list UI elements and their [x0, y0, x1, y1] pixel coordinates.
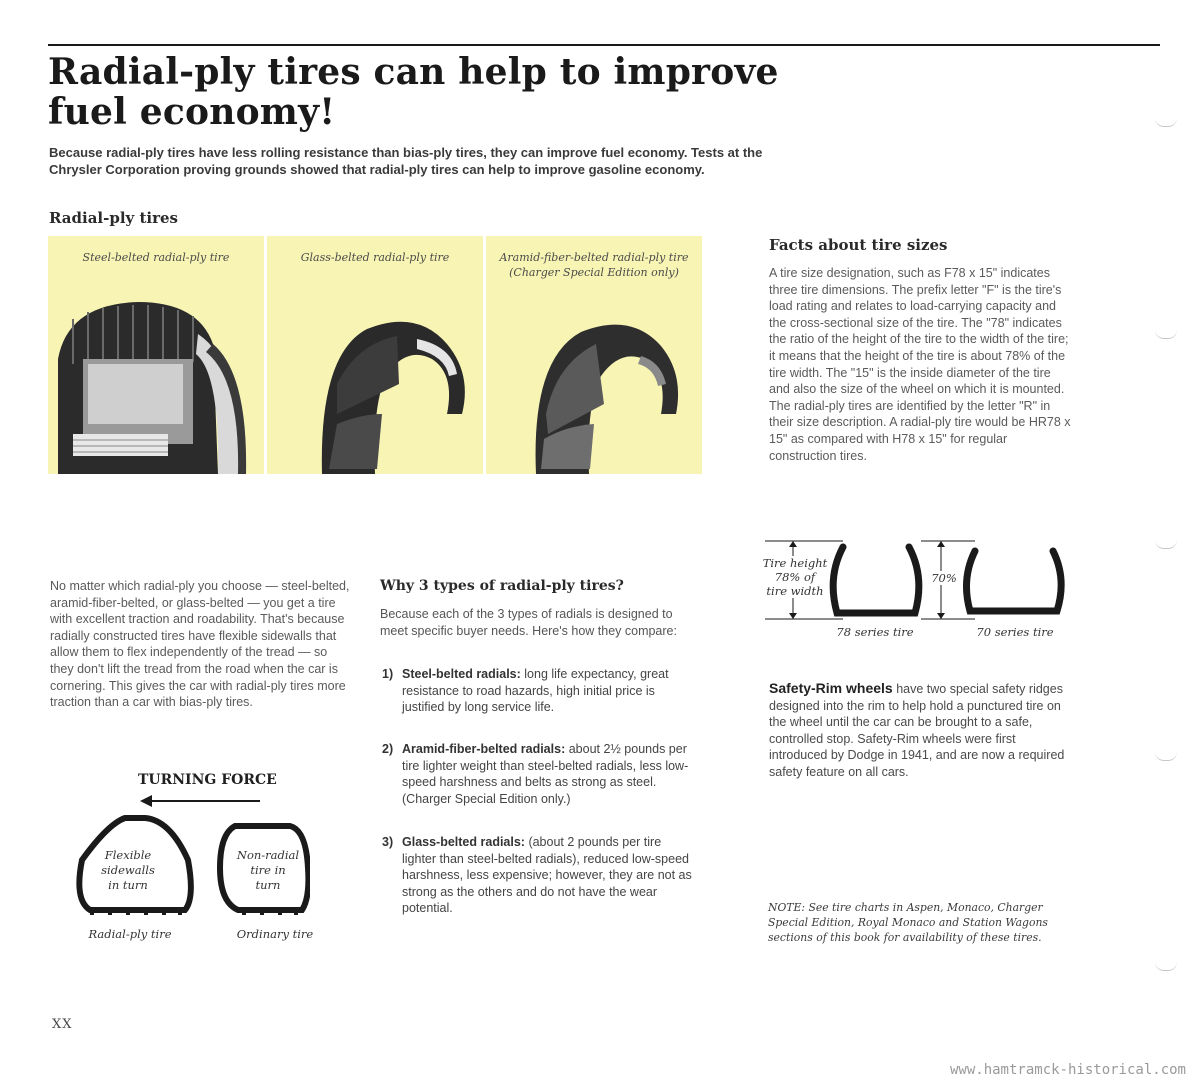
intro-paragraph: Because radial-ply tires have less rolling resistance than bias-ply tires, they can improve fuel economy. Tests at the Chrysler Corporation proving grounds showed that radial-ply tires can help to improve gasoline economy.	[49, 145, 763, 177]
safety-rim-title: Safety-Rim wheels	[769, 680, 893, 696]
why-heading: Why 3 types of radial-ply tires?	[380, 578, 624, 594]
why-intro: Because each of the 3 types of radials is designed to meet specific buyer needs. Here's how they compare:	[380, 607, 677, 638]
watermark: www.hamtramck-historical.com	[949, 1062, 1186, 1078]
steel-belted-panel	[48, 236, 264, 474]
aramid-belted-tire-photo	[486, 264, 702, 474]
turning-force-title: TURNING FORCE	[138, 772, 277, 788]
safety-rim-text: have two special safety ridges designed into the rim to help hold a punctured tire on the wheel until the car can be brought to a safe, controlled stop. Safety-Rim wheels were first introduced by Dodge in 1941, and are now a required safety feature on all cars.	[769, 682, 1065, 779]
steel-belted-tire-photo	[48, 264, 263, 474]
tire-height-label: Tire height 78% of tire width	[762, 556, 828, 598]
seventy-percent-label: 70%	[929, 571, 959, 585]
flexible-sidewalls-label: Flexible sidewalls in turn	[101, 848, 155, 892]
glass-belted-panel	[267, 236, 483, 474]
binder-hole-mark	[1155, 540, 1177, 549]
list-item-glass: 3) Glass-belted radials: (about 2 pounds per tire lighter than steel-belted radials), reduced low-speed harshness, less expensive; however, they are not as strong as the others and do not have the wear potential.	[382, 835, 692, 916]
tire-photo-strip	[48, 236, 702, 474]
tire-chart-note: NOTE: See tire charts in Aspen, Monaco, Charger Special Edition, Royal Monaco and Station Wagons sections of this book for availability of these tires.	[768, 901, 1048, 944]
binder-hole-mark	[1155, 118, 1177, 127]
glass-belted-label: Glass-belted radial-ply tire	[300, 251, 450, 264]
ordinary-tire-caption: Ordinary tire	[236, 927, 314, 941]
caption-70-series: 70 series tire	[976, 625, 1054, 639]
left-column-paragraph: No matter which radial-ply you choose — steel-belted, aramid-fiber-belted, or glass-belted — you get a tire with excellent traction and roadability. That's because radially constructed tires have flexible sidewalls that allow them to flex independently of the tread — so they don't lift the tread from the road when the car is cornering. This gives the car with radial-ply tires more traction than a car with bias-ply tires.	[50, 579, 350, 710]
aramid-belted-panel	[486, 236, 702, 474]
facts-heading: Facts about tire sizes	[769, 236, 948, 254]
list-item-aramid: 2) Aramid-fiber-belted radials: about 2½ pounds per tire lighter weight than steel-belted radials, less low-speed harshness and belts as strong as steel. (Charger Special Edition only.)	[382, 742, 689, 806]
page-title: Radial-ply tires can help to improve fuel economy!	[48, 51, 779, 133]
aramid-label-line1: Aramid-fiber-belted radial-ply tire	[499, 251, 689, 264]
aramid-label-line2: (Charger Special Edition only)	[509, 266, 679, 279]
binder-hole-mark	[1155, 330, 1177, 339]
caption-78-series: 78 series tire	[836, 625, 914, 639]
page-number: XX	[52, 1017, 73, 1032]
radial-section-heading: Radial-ply tires	[49, 209, 179, 227]
non-radial-label: Non-radial tire in turn	[236, 848, 300, 892]
arrow-left-icon	[140, 795, 152, 807]
glass-belted-tire-photo	[267, 264, 483, 474]
binder-hole-mark	[1155, 962, 1177, 971]
top-rule	[48, 44, 1160, 46]
binder-hole-mark	[1155, 752, 1177, 761]
steel-belted-label: Steel-belted radial-ply tire	[82, 251, 230, 264]
list-item-steel: 1) Steel-belted radials: long life expectancy, great resistance to road hazards, high initial price is justified by long service life.	[382, 667, 669, 715]
radial-ply-caption: Radial-ply tire	[88, 927, 172, 941]
facts-paragraph: A tire size designation, such as F78 x 15" indicates three tire dimensions. The prefix letter "F" is the tire's load rating and relates to load-carrying capacity and the cross-sectional size of the tire. The "78" indicates the ratio of the height of the tire to the width of the tire; it means that the height of the tire is about 78% of the tire width. The "15" is the inside diameter of the tire and also the size of the wheel on which it is mounted. The radial-ply tires are identified by the letter "R" in their size description. A radial-ply tire would be HR78 x 15" as compared with H78 x 15" for regular construction tires.	[769, 266, 1071, 463]
safety-rim-paragraph	[769, 680, 1069, 781]
